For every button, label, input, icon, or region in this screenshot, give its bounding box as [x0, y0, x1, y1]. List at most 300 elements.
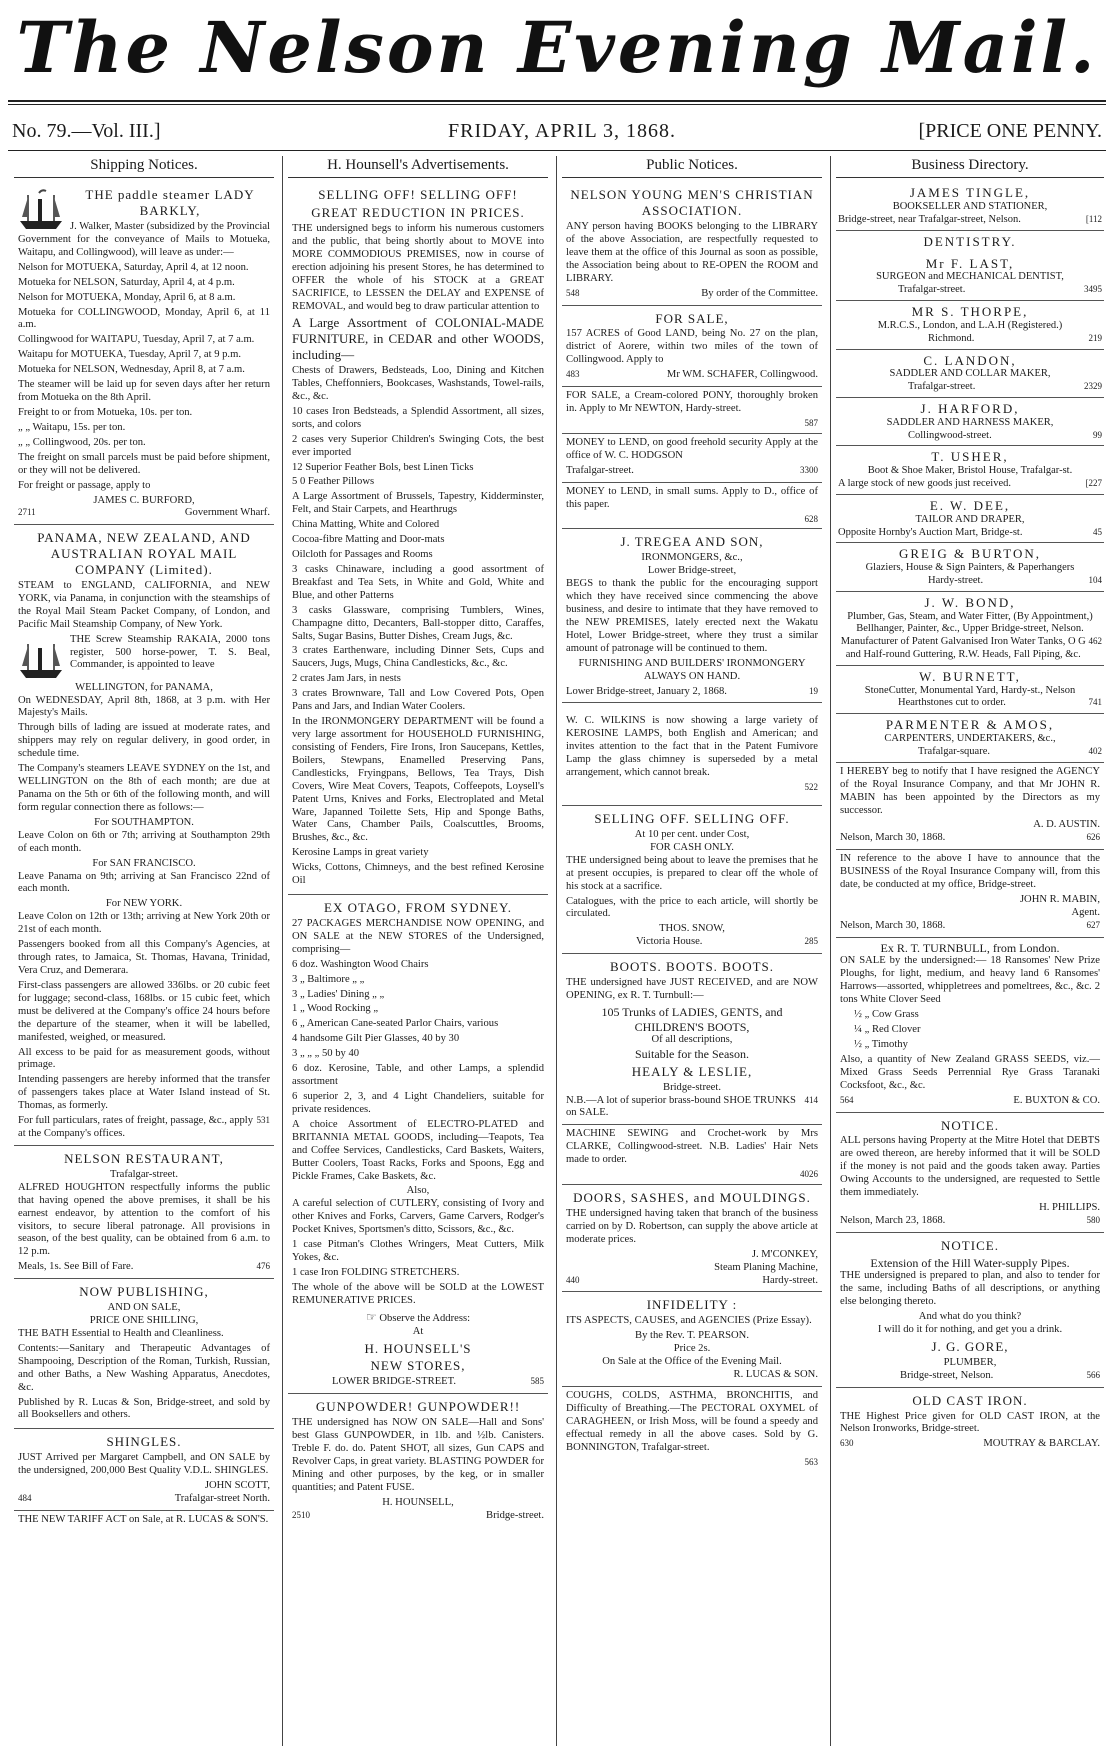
ad-snow	[562, 806, 822, 954]
ad-signature: A. D. AUSTIN.	[1033, 819, 1100, 831]
ad-text: PLUMBER,	[943, 1356, 997, 1368]
ad-restaurant	[14, 1146, 274, 1279]
dateline	[8, 114, 1106, 148]
ad-signature: J. G. GORE,	[931, 1338, 1009, 1354]
list-item: 3 „ „ „ 50 by 40	[292, 1048, 360, 1060]
ad-pony	[562, 387, 822, 434]
ad-number: 440	[566, 1274, 580, 1285]
ad-number: 626	[1086, 832, 1100, 843]
list-item: 10 cases Iron Bedsteads, a Splendid Assortment, all sizes, sorts, and colors	[292, 405, 544, 430]
ad-text: 1 case Iron FOLDING STRETCHERS.	[292, 1266, 460, 1278]
ad-money-small	[562, 483, 822, 530]
ad-subtitle: 105 Trunks of LADIES, GENTS, and CHILDREN'S BOOTS,	[601, 1004, 783, 1034]
ad-title: FOR SALE,	[655, 310, 729, 326]
ad-notice-phillips	[836, 1113, 1104, 1233]
ad-panama-company	[14, 525, 274, 1146]
ad-signature: THOS. SNOW,	[659, 923, 725, 935]
ad-signature: JOHN SCOTT,	[204, 1480, 270, 1492]
ad-title: NELSON RESTAURANT,	[64, 1150, 224, 1166]
list-item: 3 „ Baltimore „ „	[292, 973, 365, 985]
masthead	[0, 0, 1114, 96]
ad-title: Ex R. T. TURNBULL, from London.	[880, 940, 1060, 955]
list-item: ½ „ Timothy	[854, 1038, 908, 1050]
ad-text: THE undersigned having taken that branch of the business carried on by D. Robertson, can supply the above article at moderate prices.	[566, 1207, 818, 1245]
listing-name: W. BURNETT,	[919, 668, 1021, 684]
ad-title: J. TREGEA AND SON,	[620, 534, 764, 550]
ad-number: 548	[566, 287, 580, 298]
ad-gunpowder	[288, 1394, 548, 1526]
sailing-line: Motueka for COLLINGWOOD, Monday, April 6, at 11 a.m.	[18, 306, 270, 331]
ad-place: Government Wharf.	[184, 507, 270, 519]
ad-title: SELLING OFF! SELLING OFF!	[318, 187, 518, 203]
connection-text: Leave Panama on 9th; arriving at San Francisco 22nd of each month.	[18, 870, 270, 895]
ad-signature: Mr WM. SCHAFER, Collingwood.	[666, 369, 818, 381]
listing-trade: SURGEON and MECHANICAL DENTIST,	[876, 271, 1064, 283]
list-item: ½ „ Cow Grass	[854, 1009, 919, 1021]
ad-text: MONEY to LEND, on good freehold security Apply at the office of W. C. HODGSON	[566, 436, 818, 461]
ad-title: OLD CAST IRON.	[912, 1392, 1028, 1408]
ad-signature: H. HOUNSELL,	[382, 1496, 454, 1508]
ad-text: I HEREBY beg to notify that I have resigned the AGENCY of the Royal Insurance Company, and that Mr JOHN R. MABIN has been appointed by the Directors as my successor.	[840, 765, 1100, 816]
ad-text: THE undersigned begs to inform his numerous customers and the public, that being shortly about to MOVE into MORE COMMODIOUS PREMISES, now in course of erection adjoining his present Stores, he has determined to OFFER the whole of his STOCK at a GREAT SACRIFICE, to LESSEN the DELAY and EXPENSE of REMOVAL, and would beg to draw particular attention to	[292, 223, 544, 312]
connection-heading: For NEW YORK.	[105, 898, 183, 910]
ad-subtitle: Extension of the Hill Water-supply Pipes.	[870, 1255, 1070, 1270]
ad-place: Bridge-street.	[486, 1509, 544, 1521]
listing-name: PARMENTER & AMOS,	[885, 717, 1055, 733]
ad-machine-sewing	[562, 1125, 822, 1185]
ad-text: N.B.—A lot of superior brass-bound SHOE TRUNKS on SALE.	[566, 1094, 796, 1119]
ad-signature: E. BUXTON & CO.	[1013, 1094, 1100, 1106]
column-header: Public Notices.	[562, 156, 822, 178]
ad-number: 19	[809, 685, 818, 696]
listing-harford	[836, 398, 1104, 446]
ad-old-cast-iron	[836, 1388, 1104, 1456]
list-item: China Matting, White and Colored	[292, 519, 440, 531]
column-business-directory	[836, 156, 1104, 1746]
ad-date: Nelson, March 30, 1868.	[840, 832, 946, 844]
ad-doors	[562, 1185, 822, 1292]
ad-text: Published by R. Lucas & Son, Bridge-street, and sold by all Booksellers and others.	[18, 1396, 270, 1421]
ad-number: 402	[1088, 745, 1102, 756]
ad-text: THE undersigned have JUST RECEIVED, and are NOW OPENING, ex R. T. Turnbull:—	[566, 977, 818, 1001]
ad-publishing	[14, 1279, 274, 1429]
ad-number: 476	[256, 1261, 270, 1272]
listing-thorpe	[836, 301, 1104, 349]
ad-title: SHINGLES.	[106, 1434, 182, 1450]
ad-subtitle: Lower Bridge-street,	[647, 565, 737, 577]
sailing-line: Motueka for NELSON, Saturday, April 4, at 4 p.m.	[18, 276, 235, 288]
listing-address: Richmond.	[928, 332, 975, 344]
ad-text: The freight on small parcels must be paid before shipment, or they will not be delivered.	[18, 451, 270, 476]
ad-text: A Large Assortment of COLONIAL-MADE FURNITURE, in CEDAR and other WOODS, including—	[292, 315, 544, 363]
ad-subtitle: IRONMONGERS, &c.,	[641, 552, 743, 564]
ad-number: 585	[530, 1376, 544, 1387]
ad-text: COUGHS, COLDS, ASTHMA, BRONCHITIS, and Difficulty of Breathing.—The PECTORAL OXYMEL of CARAGHEEN, or Irish Moss, will be found a speedy and effectual remedy in all the above cases. Sold by G. BONNINGTON, Trafalgar-street.	[566, 1389, 818, 1453]
listing-address: Trafalgar-street.	[898, 284, 966, 296]
ad-number: 741	[1088, 697, 1102, 708]
ad-shingles	[14, 1429, 274, 1511]
ad-number: [112	[1085, 213, 1102, 224]
list-item: 6 superior 2, 3, and 4 Light Chandeliers, suitable for private residences.	[292, 1091, 544, 1115]
ad-text: Intending passengers are hereby informed that the transfer of passengers takes place at Water Island instead of St. Thomas, as formerly.	[18, 1074, 270, 1112]
listing-dee	[836, 495, 1104, 543]
ad-title: NOTICE.	[941, 1117, 999, 1133]
issue-date: FRIDAY, APRIL 3, 1868.	[448, 120, 676, 142]
list-item: 3 crates Brownware, Tall and Low Covered Pots, Open Pans and Jars, and Indian Water Coolers.	[292, 688, 544, 713]
list-item: ¼ „ Red Clover	[854, 1024, 921, 1036]
ad-text: A careful selection of CUTLERY, consisting of Ivory and other Knives and Forks, Carvers, Game Carvers, Rodger's Pocket Knives, Sportsmen's ditto, Scissors, &c., &c.	[292, 1198, 544, 1236]
column-hounsell	[288, 156, 548, 1746]
ad-number: 522	[804, 782, 818, 793]
ad-number: 99	[1093, 429, 1102, 440]
listing-address: Manufacturer of Patent Galvanised Iron Water Tanks, O G and Half-round Guttering, R.W. Heads, Fall Piping, &c.	[840, 636, 1086, 661]
ad-place: Trafalgar-street North.	[174, 1493, 270, 1504]
ad-land-for-sale	[562, 306, 822, 388]
list-item: 3 casks Chinaware, including a good assortment of Breakfast and Tea Sets, in White and Gold, White and Blue, and other Patterns	[292, 563, 544, 601]
ad-text: On WEDNESDAY, April 8th, 1868, at 3 p.m. with Her Majesty's Mails.	[18, 694, 270, 719]
ad-number: 285	[804, 936, 818, 947]
sailing-line: Collingwood for WAITAPU, Tuesday, April 7, at 7 a.m.	[18, 334, 255, 346]
listing-bond	[836, 592, 1104, 666]
pointing-hand-icon: ☞	[365, 1309, 377, 1324]
ad-place: Bridge-street, Nelson.	[900, 1369, 994, 1381]
list-item: 4 handsome Gilt Pier Glasses, 40 by 30	[292, 1033, 460, 1045]
ad-number: 563	[804, 1456, 818, 1467]
ad-text: Also, a quantity of New Zealand GRASS SEEDS, viz.— Mixed Grass Seeds Perrennial Rye Grass Taranaki Cocksfoot, &c., &c.	[840, 1053, 1100, 1091]
masthead-rule	[8, 100, 1106, 102]
ad-text: Price 2s.	[673, 1343, 711, 1355]
column-header: Business Directory.	[836, 156, 1104, 178]
sailing-line: Motueka for NELSON, Wednesday, April 8, at 7 a.m.	[18, 364, 245, 376]
ad-text: THE undersigned is prepared to plan, and also to tender for the same, including Baths of all descriptions, or anything else belonging thereto.	[840, 1270, 1100, 1308]
listing-address: Hardy-street.	[928, 574, 984, 586]
list-item: A Large Assortment of Brussels, Tapestry, Kidderminster, Felt, and Stair Carpets, and Hearthrugs	[292, 491, 544, 516]
listing-address: Collingwood-street.	[908, 429, 992, 441]
ad-text: THE Screw Steamship RAKAIA, 2000 tons register, 500 horse-power, T. S. Beal, Commander, is appointed to leave	[70, 633, 270, 671]
listing-address: Opposite Hornby's Auction Mart, Bridge-st.	[838, 526, 1023, 538]
ad-number: 3300	[800, 464, 818, 475]
ad-signature: H. PHILLIPS.	[1039, 1202, 1100, 1214]
ad-text: 157 ACRES of Good LAND, being No. 27 on the plan, district of Aorere, within two miles of the town of Collingwood. Apply to	[566, 328, 818, 366]
sailing-line: Waitapu for MOTUEKA, Tuesday, April 7, at 9 p.m.	[18, 349, 241, 361]
ad-signature: Agent.	[1071, 906, 1100, 918]
ad-ex-otago	[288, 895, 548, 1394]
ad-turnbull	[836, 938, 1104, 1113]
ad-text: ALFRED HOUGHTON respectfully informs the public that having opened the above premises, it shall be his earnest endeavor, by attention to the comfort of his visitors, to secure liberal patronage. All provisions in season, of the best quality, can be obtained from 6 a.m. to 12 p.m.	[18, 1181, 270, 1258]
list-item: 6 doz. Kerosine, Table, and other Lamps, a splendid assortment	[292, 1063, 544, 1088]
connection-text: Leave Colon on 6th or 7th; arriving at Southampton 29th of each month.	[18, 829, 270, 854]
ad-ymca	[562, 182, 822, 305]
ad-number: 462	[1088, 636, 1102, 647]
ad-text: THE NEW TARIFF ACT on Sale, at R. LUCAS & SON'S.	[18, 1513, 269, 1525]
ad-text: FOR SALE, a Cream-colored PONY, thoroughly broken in. Apply to Mr NEWTON, Hardy-street.	[566, 390, 818, 415]
listing-name: Mr F. LAST,	[925, 255, 1015, 271]
ad-subtitle: AND ON SALE,	[107, 1302, 181, 1314]
ad-text: MONEY to LEND, in small sums. Apply to D., office of this paper.	[566, 485, 818, 510]
listing-burnett	[836, 666, 1104, 714]
listing-trade: M.R.C.S., London, and L.A.H (Registered.)	[877, 319, 1063, 331]
ad-subtitle: PRICE ONE SHILLING,	[89, 1315, 199, 1326]
freight-line: „ „ Collingwood, 20s. per ton.	[18, 436, 146, 448]
ad-number: 3495	[1084, 284, 1102, 295]
list-item: 3 casks Glassware, comprising Tumblers, Wines, Champagne ditto, Decanters, Ball-stopper ditto, Caraffes, Salts, Sugar Basins, Butter Dishes, Cream Jugs, &c.	[292, 604, 544, 642]
ad-number: 2329	[1084, 381, 1102, 392]
store-name: H. HOUNSELL'S	[364, 1340, 472, 1356]
column-header: H. Hounsell's Advertisements.	[288, 156, 548, 178]
listing-name: GREIG & BURTON,	[898, 546, 1041, 562]
ad-text: Meals, 1s. See Bill of Fare.	[18, 1261, 134, 1273]
ad-text: The whole of the above will be SOLD at the LOWEST REMUNERATIVE PRICES.	[292, 1281, 544, 1306]
ad-number: 531	[256, 1115, 270, 1126]
ad-subtitle: At 10 per cent. under Cost,	[634, 828, 750, 840]
sailing-line: Nelson for MOTUEKA, Monday, April 6, at 8 a.m.	[18, 291, 236, 303]
ad-title: NELSON YOUNG MEN'S CHRISTIAN ASSOCIATION.	[570, 187, 814, 219]
column-shipping	[14, 156, 274, 1746]
ad-number: 45	[1093, 526, 1102, 537]
listing-name: MR S. THORPE,	[911, 304, 1029, 320]
listing-tingle	[836, 182, 1104, 230]
listing-category: DENTISTRY.	[923, 233, 1017, 249]
ad-number: 219	[1088, 332, 1102, 343]
connection-text: Leave Colon on 12th or 13th; arriving at New York 20th or 21st of each month.	[18, 911, 270, 936]
newspaper-title: The Nelson Evening Mail.	[16, 6, 1098, 89]
ad-text: THE undersigned being about to leave the premises that he at present occupies, is prepared to clear off the whole of his stock at a sacrifice.	[566, 854, 818, 892]
list-item: 3 „ Ladies' Dining „ „	[292, 988, 385, 1000]
listing-trade: TAILOR AND DRAPER,	[915, 513, 1025, 525]
ad-text: ANY person having BOOKS belonging to the LIBRARY of the above Association, are respectfully requested to leave them at the office of this Journal as soon as possible, the Association being about to RE-OPEN the ROOM and LIBRARY.	[566, 221, 818, 284]
listing-trade: BOOKSELLER AND STATIONER,	[892, 201, 1048, 213]
ad-tregea	[562, 529, 822, 703]
listing-dentistry	[836, 231, 1104, 253]
ad-place: Victoria House.	[636, 936, 703, 948]
list-item: 2 crates Jam Jars, in nests	[292, 673, 401, 685]
ad-title: THE paddle steamer LADY BARKLY,	[85, 187, 255, 219]
dateline-rule	[8, 150, 1106, 151]
ad-austin	[836, 763, 1104, 851]
masthead-rule-thin	[8, 104, 1106, 105]
ad-text: And what do you think?	[918, 1311, 1022, 1323]
ad-number: 414	[804, 1094, 818, 1105]
issue-price: [PRICE ONE PENNY.	[918, 120, 1102, 142]
ad-text: Through bills of lading are issued at moderate rates, and shippers may rely on regular delivery, in good order, in schedule time.	[18, 722, 270, 760]
listing-name: J. W. BOND,	[924, 594, 1016, 610]
listing-usher	[836, 446, 1104, 494]
ad-text: THE Highest Price given for OLD CAST IRON, at the Nelson Ironworks, Bridge-street.	[840, 1410, 1100, 1435]
ad-subtitle: FOR CASH ONLY.	[650, 841, 734, 853]
steamship-icon	[18, 636, 64, 682]
listing-name: JAMES TINGLE,	[909, 185, 1031, 201]
ad-subtitle: WELLINGTON, for PANAMA,	[75, 681, 213, 693]
connection-heading: For SAN FRANCISCO.	[92, 857, 196, 869]
ad-text: J. Walker, Master (subsidized by the Provincial Government for the conveyance of Mails to Motueka, Waitapu, and Collingwood), will leave as under:—	[18, 221, 270, 258]
ad-text: MACHINE SEWING and Crochet-work by Mrs CLARKE, Collingwood-street. N.B. Ladies' Hair Nets made to order.	[566, 1128, 818, 1166]
ad-text: Also,	[406, 1185, 430, 1197]
column-divider	[282, 156, 283, 1746]
ad-text: BEGS to thank the public for the encouraging support which they have received since commencing the above business, and desire to intimate that they have removed to the NEW PREMISES, lately erected next the Wakatu Hotel, Lower Bridge-street, where they trust a similar amount of patronage will be continued to them.	[566, 578, 818, 654]
ad-text: In the IRONMONGERY DEPARTMENT will be found a very large assortment for HOUSEHOLD FURNISHING, consisting of Fenders, Fire Irons, Iron Saucepans, Kettles, Boilers, Stewpans, Enamelled Preserving Pans, Candlesticks, Fryingpans, Bellows, Tea Trays, Dish Covers, Wire Meat Covers, Teapots, Coffeepots, Loysell's Patent Urns, Knives and Forks, Electroplated and Metal Ware, Japanned Toilette Sets, Hip and Sponge Baths, Water Cans, Chamber Pails, Coalscuttles, Brooms, Brushes, &c., &c.	[292, 716, 544, 844]
ad-number: 484	[18, 1493, 32, 1503]
ad-title: PANAMA, NEW ZEALAND, AND AUSTRALIAN ROYAL MAIL COMPANY (Limited).	[37, 530, 251, 578]
list-item: 6 doz. Washington Wood Chairs	[292, 958, 429, 970]
list-item: Oilcloth for Passages and Rooms	[292, 549, 433, 561]
ad-tariff	[14, 1511, 274, 1532]
ad-text: By the Rev. T. PEARSON.	[635, 1330, 749, 1342]
ad-signature: JOHN R. MABIN,	[1019, 894, 1100, 906]
ad-title: NOW PUBLISHING,	[79, 1284, 209, 1300]
ad-number: [227	[1085, 478, 1102, 489]
ad-text: W. C. WILKINS is now showing a large variety of KEROSINE LAMPS, both English and American; and invites attention to the fact that in the Patent Fumivore Lamp the glass chimney is superseded by a metal arrangement, which cannot break.	[566, 715, 818, 779]
ad-text: A choice Assortment of ELECTRO-PLATED and BRITANNIA METAL GOODS, including—Teapots, Tea and Coffee Services, Candlesticks, Card Baskets, Waiters, Butter Coolers, Toast Racks, Forks and Spoons, Egg and Pickle Frames, Cake Baskets, &c.	[292, 1118, 544, 1182]
ad-text: Suitable for the Season.	[635, 1047, 749, 1062]
list-item: Kerosine Lamps in great variety	[292, 847, 429, 859]
ad-text: Chests of Drawers, Bedsteads, Loo, Dining and Kitchen Tables, Cheffonniers, Bookcases, Washstands, Towel-rails, &c., &c.	[292, 365, 544, 402]
listing-trade: SADDLER AND HARNESS MAKER,	[886, 416, 1054, 428]
ad-text: At	[412, 1325, 424, 1337]
ad-text: For freight or passage, apply to	[18, 479, 151, 491]
listing-name: T. USHER,	[931, 449, 1009, 465]
list-item: 1 „ Wood Rocking „	[292, 1003, 379, 1015]
ad-signature: By order of the Committee.	[701, 287, 818, 299]
listing-address: Trafalgar-square.	[918, 745, 990, 757]
ad-number: 564	[840, 1094, 854, 1105]
ad-number: 2711	[18, 507, 36, 518]
ad-text: Catalogues, with the price to each article, will shortly be circulated.	[566, 895, 818, 920]
listing-trade: Boot & Shoe Maker, Bristol House, Trafalgar-st.	[867, 465, 1073, 477]
listing-trade: SADDLER AND COLLAR MAKER,	[889, 368, 1051, 380]
listing-name: J. HARFORD,	[920, 400, 1020, 416]
ad-text: FURNISHING AND BUILDERS' IRONMONGERY ALWAYS ON HAND.	[578, 657, 806, 682]
listing-trade: CARPENTERS, UNDERTAKERS, &c.,	[884, 733, 1056, 745]
ad-number: 587	[804, 417, 818, 428]
ad-notice-gore	[836, 1233, 1104, 1388]
ad-title: BOOTS. BOOTS. BOOTS.	[609, 959, 775, 975]
ad-infidelity	[562, 1292, 822, 1386]
ad-mabin	[836, 850, 1104, 938]
listing-name: E. W. DEE,	[929, 497, 1011, 513]
ad-title: GUNPOWDER! GUNPOWDER!!	[315, 1399, 521, 1415]
list-item: 6 „ American Cane-seated Parlor Chairs, various	[292, 1018, 499, 1030]
ad-place: Trafalgar-street.	[566, 464, 634, 476]
ad-title: EX OTAGO, FROM SYDNEY.	[324, 900, 512, 916]
ad-wilkins	[562, 703, 822, 806]
ad-text: All excess to be paid for as measurement goods, without primage.	[18, 1046, 270, 1071]
ad-text: THE BATH Essential to Health and Cleanliness.	[18, 1327, 224, 1339]
ad-title: INFIDELITY :	[646, 1297, 738, 1313]
ad-place: Hardy-street.	[762, 1274, 818, 1286]
ad-signature: MOUTRAY & BARCLAY.	[983, 1438, 1100, 1450]
ad-text: JUST Arrived per Margaret Campbell, and ON SALE by the undersigned, 200,000 Best Quality V.D.L. SHINGLES.	[18, 1452, 270, 1477]
ad-date: Nelson, March 23, 1868.	[840, 1214, 946, 1226]
ad-subtitle: Trafalgar-street.	[110, 1168, 178, 1180]
ad-text: Of all descriptions,	[651, 1034, 733, 1046]
list-item: 12 Superior Feather Bols, best Linen Ticks	[292, 461, 474, 473]
ad-hounsell-sale	[288, 182, 548, 895]
freight-line: „ „ Waitapu, 15s. per ton.	[18, 421, 126, 433]
ad-text: I will do it for nothing, and get you a drink.	[877, 1324, 1063, 1336]
ad-money-lend	[562, 434, 822, 483]
ad-signature: J. M'CONKEY,	[751, 1248, 818, 1260]
column-divider	[830, 156, 831, 1746]
issue-number: No. 79.—Vol. III.]	[12, 120, 161, 142]
ad-text: 27 PACKAGES MERCHANDISE NOW OPENING, and ON SALE at the NEW STORES of the Undersigned, comprising—	[292, 917, 544, 955]
ad-lady-barkly	[14, 182, 274, 525]
ad-title: DOORS, SASHES, and MOULDINGS.	[573, 1190, 811, 1206]
ad-text: On Sale at the Office of the Evening Mail.	[602, 1356, 782, 1368]
listing-greig	[836, 543, 1104, 591]
listing-trade: Plumber, Gas, Steam, and Water Fitter, (By Appointment,) Bellhanger, Painter, &c., Upper Bridge-street, Nelson.	[847, 610, 1093, 635]
listing-address: A large stock of new goods just received.	[838, 478, 1012, 490]
ad-number: 580	[1086, 1214, 1100, 1225]
ad-signature: JAMES C. BURFORD,	[93, 494, 195, 506]
ad-text: For full particulars, rates of freight, passage, &c., apply at the Company's offices.	[18, 1115, 254, 1140]
ad-number: 566	[1086, 1369, 1100, 1380]
ad-title: GREAT REDUCTION IN PRICES.	[311, 205, 525, 221]
ad-text: THE undersigned has NOW ON SALE—Hall and Sons' best Glass GUNPOWDER, in 1lb. and ½lb. Canisters. Treble F. do. do. Patent SHOT, all sizes, Gun CAPS and Revolver Caps, in great variety. BLASTING POWDER for Mining and other purposes, by the keg, or in smaller quantities; and Patent FUSE.	[292, 1417, 544, 1493]
ad-boots	[562, 954, 822, 1125]
connection-heading: For SOUTHAMPTON.	[94, 816, 194, 828]
ad-number: 630	[840, 1438, 854, 1449]
ad-text: IN reference to the above I have to announce that the BUSINESS of the Royal Insurance Company will, from this date, be conducted at my office, Bridge-street.	[840, 853, 1100, 891]
store-address: LOWER BRIDGE-STREET.	[332, 1376, 456, 1388]
listing-parmenter	[836, 714, 1104, 762]
ad-place: Bridge-street.	[663, 1081, 721, 1093]
freight-line: Freight to or from Motueka, 10s. per ton.	[18, 407, 193, 418]
listing-address: Hearthstones cut to order.	[898, 697, 1006, 709]
ad-number: 104	[1088, 574, 1102, 585]
ad-text: 1 case Pitman's Clothes Wringers, Meat Cutters, Milk Yokes, &c.	[292, 1239, 544, 1264]
listing-trade: StoneCutter, Monumental Yard, Hardy-st., Nelson	[864, 684, 1076, 696]
column-divider	[556, 156, 557, 1746]
ad-number: 2510	[292, 1509, 310, 1520]
ad-text: ALL persons having Property at the Mitre Hotel that DEBTS are owed thereon, are hereby informed that it will be SOLD if the money is not paid and the goods taken away. Parties Owing Accounts to the undersigned, are requested to Settle them immediately.	[840, 1135, 1100, 1199]
list-item: Cocoa-fibre Matting and Door-mats	[292, 534, 445, 546]
ad-title: SELLING OFF. SELLING OFF.	[594, 811, 790, 827]
list-item: 3 crates Earthenware, including Dinner Sets, Cups and Saucers, Jugs, Mugs, China Candlesticks, &c., &c.	[292, 645, 544, 670]
ad-text: The Company's steamers LEAVE SYDNEY on the 1st, and WELLINGTON on the 8th of each month; are due at Panama on the 5th or 6th of the following month, and will form regular connection there as follows:—	[18, 763, 270, 813]
ad-text: ON SALE by the undersigned:— 18 Ransomes' New Prize Ploughs, for light, medium, and heavy land 6 Ransomes' Harrows—assorted, whippletrees and pomeltrees, &c., &c. 2 tons White Clover Seed	[840, 955, 1100, 1006]
ad-signature: R. LUCAS & SON.	[733, 1369, 818, 1381]
ad-text: Observe the Address:	[379, 1312, 471, 1324]
ad-signature: HEALY & LESLIE,	[631, 1063, 753, 1079]
list-item: 2 cases very Superior Children's Swinging Cots, the best ever imported	[292, 433, 544, 458]
list-item: Wicks, Cottons, Chimneys, and the best refined Kerosine Oil	[292, 862, 544, 887]
listing-name: C. LANDON,	[923, 352, 1017, 368]
ad-text: The steamer will be laid up for seven days after her return from Motueka on the 8th April.	[18, 379, 270, 404]
steamship-icon	[18, 187, 64, 233]
ad-number: 4026	[800, 1169, 818, 1180]
listing-address: Trafalgar-street.	[908, 381, 976, 393]
ad-number: 628	[804, 513, 818, 524]
ad-number: 483	[566, 369, 580, 380]
ad-date: Nelson, March 30, 1868.	[840, 919, 946, 931]
ad-coughs	[562, 1387, 822, 1472]
column-header: Shipping Notices.	[14, 156, 274, 178]
ad-date: Lower Bridge-street, January 2, 1868.	[566, 685, 727, 697]
ad-text: Passengers booked from all this Company's Agencies, at through rates, to Jamaica, St. Thomas, Havana, Trinidad, Vera Cruz, and Demerara.	[18, 939, 270, 976]
ad-title: NOTICE.	[941, 1237, 999, 1253]
listing-trade: Glaziers, House & Sign Painters, & Paperhangers	[865, 562, 1075, 574]
ad-text: Steam Planing Machine,	[714, 1261, 818, 1273]
ad-text: ITS ASPECTS, CAUSES, and AGENCIES (Prize Essay).	[566, 1315, 812, 1327]
listing-last	[836, 253, 1104, 301]
ad-text: STEAM to ENGLAND, CALIFORNIA, and NEW YORK, via Panama, in conjunction with the steamships of the Royal Mail Steam Packet Company, of London, and Pacific Mail Steamship Company, of New York.	[18, 579, 270, 630]
sailing-line: Nelson for MOTUEKA, Saturday, April 4, at 12 noon.	[18, 261, 249, 273]
ad-text: First-class passengers are allowed 336lbs. or 20 cubic feet for luggage; second-class, 168lbs. or 15 cubic feet, which must be delivered at the Company's office 24 hours before the departure of the steamer, when it will be labelled, manifested, weighed, or measured.	[18, 979, 270, 1043]
column-public-notices	[562, 156, 822, 1746]
ad-number: 627	[1086, 919, 1100, 930]
listing-landon	[836, 350, 1104, 398]
ad-text: Contents:—Sanitary and Therapeutic Advantages of Shampooing, Description of the Roman, Turkish, Russian, and other Baths, a New Washing Apparatus, Anecdotes, &c.	[18, 1342, 270, 1393]
